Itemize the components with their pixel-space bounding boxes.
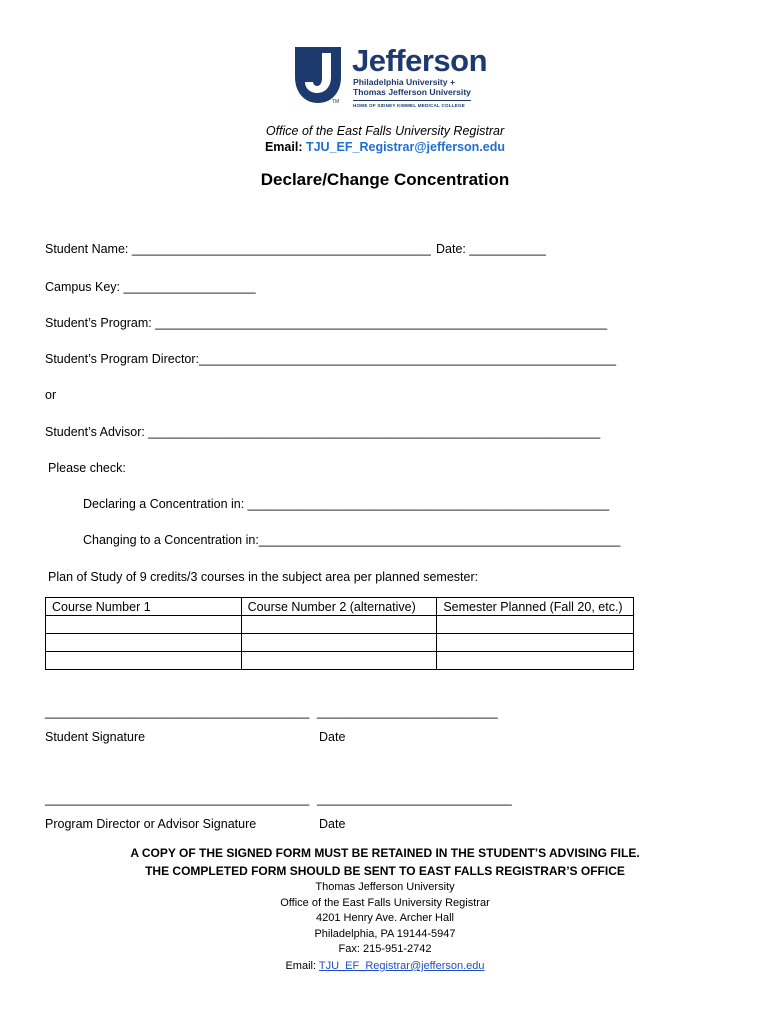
page-title: Declare/Change Concentration	[260, 170, 510, 189]
footer-city: Philadelphia, PA 19144-5947	[314, 928, 456, 940]
column-header: Course Number 2 (alternative)	[241, 598, 437, 616]
table-cell[interactable]	[241, 616, 437, 634]
director-date-line[interactable]: ____________________________	[317, 792, 512, 806]
jefferson-logo	[295, 43, 488, 115]
table-cell[interactable]	[241, 652, 437, 670]
trademark-mark: TM	[332, 99, 340, 105]
please-check-label: Please check:	[48, 461, 126, 475]
table-cell[interactable]	[437, 652, 634, 670]
student-date-label: Date	[319, 730, 346, 744]
table-cell[interactable]	[241, 634, 437, 652]
notice-line-2: THE COMPLETED FORM SHOULD BE SENT TO EAST FALLS REGISTRAR’S OFFICE	[145, 864, 625, 878]
logo-wordmark: Jefferson	[352, 43, 488, 78]
footer-street: 4201 Henry Ave. Archer Hall	[316, 912, 454, 924]
declaring-concentration-field[interactable]: Declaring a Concentration in: ____________________________________________________	[83, 497, 610, 511]
logo-tagline: HOME OF SIDNEY KIMMEL MEDICAL COLLEGE	[353, 103, 466, 108]
table-cell[interactable]	[437, 634, 634, 652]
student-advisor-field[interactable]: Student’s Advisor: _________________________________________________________________	[45, 425, 601, 439]
table-row	[46, 652, 634, 670]
student-signature-line[interactable]: ______________________________________	[45, 705, 310, 719]
program-director-field[interactable]: Student’s Program Director:____________________________________________________________	[45, 352, 617, 366]
or-text: or	[45, 388, 57, 402]
notice-line-1: A COPY OF THE SIGNED FORM MUST BE RETAINED IN THE STUDENT’S ADVISING FILE.	[130, 846, 640, 860]
table-cell[interactable]	[46, 652, 242, 670]
table-cell[interactable]	[437, 616, 634, 634]
table-header-row	[46, 598, 634, 616]
header-email-link[interactable]: TJU_EF_Registrar@jefferson.edu	[305, 140, 506, 154]
director-signature-line[interactable]: ______________________________________	[45, 792, 310, 806]
student-date-line[interactable]: __________________________	[317, 705, 498, 719]
table-row	[46, 634, 634, 652]
director-signature-label: Program Director or Advisor Signature	[45, 817, 257, 831]
header-email-line	[0, 140, 770, 154]
footer-email-line	[0, 960, 770, 972]
table-cell[interactable]	[46, 634, 242, 652]
student-signature-label: Student Signature	[45, 730, 146, 744]
date-field[interactable]: Date: ___________	[436, 242, 546, 256]
table-cell[interactable]	[46, 616, 242, 634]
footer-fax: Fax: 215-951-2742	[338, 943, 432, 955]
column-header: Course Number 1	[46, 598, 242, 616]
logo-line-1: Philadelphia University +	[353, 77, 455, 87]
footer-university: Thomas Jefferson University	[315, 881, 455, 893]
office-heading: Office of the East Falls University Registrar	[265, 124, 505, 138]
table-row	[46, 616, 634, 634]
footer-office: Office of the East Falls University Registrar	[280, 897, 490, 909]
student-program-field[interactable]: Student’s Program: _________________________________________________________________	[45, 316, 608, 330]
campus-key-field[interactable]: Campus Key: ___________________	[45, 280, 256, 294]
plan-of-study-table	[45, 597, 634, 670]
footer-email-label: Email:	[285, 960, 317, 972]
student-name-field[interactable]: Student Name: ___________________________________________	[45, 242, 431, 256]
logo-divider	[353, 100, 471, 101]
email-label: Email:	[264, 140, 303, 154]
logo-line-2: Thomas Jefferson University	[353, 87, 471, 97]
column-header: Semester Planned (Fall 20, etc.)	[437, 598, 634, 616]
director-date-label: Date	[319, 817, 346, 831]
changing-concentration-field[interactable]: Changing to a Concentration in:____________________________________________________	[83, 533, 621, 547]
jefferson-j-shield-icon	[295, 47, 341, 103]
plan-of-study-label: Plan of Study of 9 credits/3 courses in the subject area per planned semester:	[48, 570, 479, 584]
footer-email-link[interactable]: TJU_EF_Registrar@jefferson.edu	[318, 960, 485, 972]
